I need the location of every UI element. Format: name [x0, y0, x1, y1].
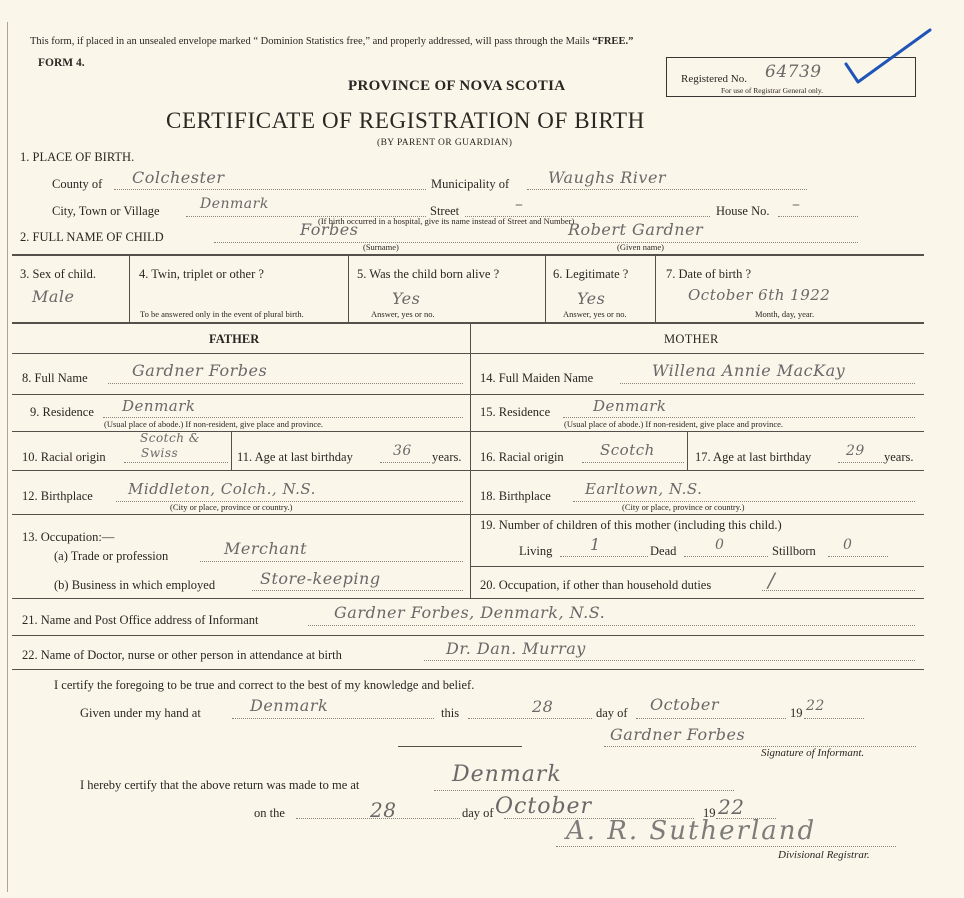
rule: [12, 635, 924, 636]
given-dayof-label: day of: [596, 706, 628, 720]
father-racial-line: [124, 462, 228, 463]
father-residence-note: (Usual place of abode.) If non-resident, give place and province.: [104, 419, 324, 429]
business-value: Store-keeping: [260, 569, 381, 588]
registrar-signature: A. R. Sutherland: [566, 816, 817, 846]
living-value: 1: [590, 535, 601, 554]
mother-name-label: 14. Full Maiden Name: [480, 371, 594, 385]
this-label: this: [441, 706, 460, 720]
informant-signature-caption: Signature of Informant.: [761, 747, 865, 759]
mother-occupation-label: 20. Occupation, if other than household duties: [480, 578, 712, 592]
given-year-prefix: 19: [790, 706, 803, 720]
business-label: (b) Business in which employed: [54, 578, 216, 592]
legitimate-note: Answer, yes or no.: [563, 309, 627, 319]
rule: [471, 566, 924, 567]
alive-label: 5. Was the child born alive ?: [357, 267, 500, 281]
registrar-onthe-label: on the: [254, 806, 285, 820]
child-surname-value: Forbes: [300, 220, 359, 239]
stillborn-line: [828, 556, 888, 557]
registrar-general-note: For use of Registrar General only.: [721, 86, 823, 95]
municipality-value: Waughs River: [548, 168, 667, 187]
rule-v: [231, 432, 232, 470]
father-age-unit: years.: [432, 450, 462, 464]
rule-v: [129, 256, 130, 322]
registrar-place-value: Denmark: [452, 762, 562, 787]
registrar-month-value: October: [495, 794, 593, 819]
house-line: [778, 216, 858, 217]
mother-birthplace-note: (City or place, province or country.): [622, 502, 745, 512]
city-value: Denmark: [200, 196, 269, 212]
alive-note: Answer, yes or no.: [371, 309, 435, 319]
mother-residence-note: (Usual place of abode.) If non-resident, give place and province.: [564, 419, 784, 429]
given-name-caption: (Given name): [617, 242, 664, 252]
hospital-note: (If birth occurred in a hospital, give its name instead of Street and Number): [318, 216, 575, 226]
father-racial-label: 10. Racial origin: [22, 450, 106, 464]
informant-label: 21. Name and Post Office address of Informant: [22, 613, 259, 627]
given-year-value: 22: [806, 698, 825, 714]
mother-age-label: 17. Age at last birthday: [695, 450, 812, 464]
registered-label: Registered No.: [681, 73, 747, 85]
mother-racial-label: 16. Racial origin: [480, 450, 564, 464]
form-number: FORM 4.: [38, 57, 85, 69]
informant-signature-line: [604, 746, 916, 747]
mother-occupation-line: [762, 590, 915, 591]
mother-heading: MOTHER: [664, 332, 719, 346]
mother-age-line: [838, 462, 884, 463]
doctor-label: 22. Name of Doctor, nurse or other person in attendance at birth: [22, 648, 342, 662]
sex-label: 3. Sex of child.: [20, 267, 97, 281]
father-residence-label: 9. Residence: [30, 405, 94, 419]
living-label: Living: [519, 544, 553, 558]
given-place-line: [232, 718, 434, 719]
rule-v: [687, 432, 688, 470]
father-name-value: Gardner Forbes: [132, 361, 268, 380]
rule-top-grid: [12, 254, 924, 256]
sex-value: Male: [32, 287, 75, 306]
child-given-value: Robert Gardner: [568, 220, 704, 239]
living-line: [560, 556, 648, 557]
father-name-line: [108, 383, 463, 384]
dead-label: Dead: [650, 544, 677, 558]
rule-v: [655, 256, 656, 322]
informant-line: [308, 625, 915, 626]
mother-residence-value: Denmark: [593, 397, 667, 415]
dob-value: October 6th 1922: [688, 286, 831, 304]
given-label: Given under my hand at: [80, 706, 201, 720]
trade-label: (a) Trade or profession: [54, 549, 169, 563]
registrar-place-line: [434, 790, 734, 791]
doctor-line: [424, 660, 915, 661]
surname-caption: (Surname): [363, 242, 399, 252]
father-birthplace-value: Middleton, Colch., N.S.: [128, 480, 316, 498]
county-value: Colchester: [132, 168, 225, 187]
children-count-label: 19. Number of children of this mother (including this child.): [480, 518, 782, 532]
doctor-value: Dr. Dan. Murray: [446, 639, 586, 658]
registrar-signature-line: [556, 846, 896, 847]
alive-value: Yes: [392, 289, 421, 308]
mother-birthplace-label: 18. Birthplace: [480, 489, 551, 503]
father-age-line: [380, 462, 430, 463]
mother-name-value: Willena Annie MacKay: [652, 361, 846, 380]
registrar-year-prefix: 19: [703, 806, 716, 820]
mother-occupation-value: /: [768, 568, 776, 592]
registrar-year-value: 22: [718, 795, 745, 819]
mother-name-line: [620, 383, 915, 384]
father-birthplace-label: 12. Birthplace: [22, 489, 93, 503]
mother-age-unit: years.: [884, 450, 914, 464]
county-label: County of: [52, 177, 103, 191]
registrar-caption: Divisional Registrar.: [778, 849, 870, 861]
mother-racial-line: [582, 462, 684, 463]
stillborn-label: Stillborn: [772, 544, 816, 558]
city-label: City, Town or Village: [52, 204, 160, 218]
given-place-value: Denmark: [250, 696, 329, 715]
certificate-title: CERTIFICATE OF REGISTRATION OF BIRTH: [166, 108, 645, 133]
dead-line: [684, 556, 768, 557]
father-racial-value-1: Scotch &: [140, 431, 200, 445]
dob-note: Month, day, year.: [755, 309, 815, 319]
municipality-line: [527, 189, 807, 190]
rule: [12, 669, 924, 670]
child-name-label: 2. FULL NAME OF CHILD: [20, 230, 164, 244]
given-year-line: [804, 718, 864, 719]
registered-number: 64739: [765, 62, 822, 82]
rule-v: [545, 256, 546, 322]
street-value: –: [515, 194, 524, 213]
check-mark-icon: [838, 26, 938, 90]
house-value: –: [792, 194, 801, 213]
dob-label: 7. Date of birth ?: [666, 267, 752, 281]
registrar-day-value: 28: [370, 798, 397, 822]
twin-note: To be answered only in the event of plural birth.: [140, 309, 304, 319]
rule-center: [470, 323, 471, 598]
legitimate-label: 6. Legitimate ?: [553, 267, 629, 281]
dead-value: 0: [715, 537, 725, 553]
rule: [12, 394, 924, 395]
rule: [12, 598, 924, 599]
mother-residence-line: [563, 417, 915, 418]
father-heading: FATHER: [209, 332, 260, 346]
child-name-line: [214, 242, 858, 243]
father-residence-value: Denmark: [122, 397, 196, 415]
business-line: [252, 590, 463, 591]
occupation-label: 13. Occupation:—: [22, 530, 115, 544]
trade-value: Merchant: [224, 539, 308, 558]
given-day-value: 28: [532, 697, 554, 716]
province-heading: PROVINCE OF NOVA SCOTIA: [348, 78, 566, 94]
mother-racial-value: Scotch: [600, 441, 655, 459]
rule: [12, 514, 924, 515]
given-day-line: [468, 718, 592, 719]
house-label: House No.: [716, 204, 770, 218]
given-month-line: [636, 718, 786, 719]
informant-value: Gardner Forbes, Denmark, N.S.: [334, 603, 606, 622]
father-name-label: 8. Full Name: [22, 371, 88, 385]
father-residence-line: [103, 417, 463, 418]
certificate-subtitle: (BY PARENT OR GUARDIAN): [377, 138, 513, 148]
place-of-birth-label: 1. PLACE OF BIRTH.: [20, 150, 135, 164]
county-line: [114, 189, 426, 190]
legitimate-value: Yes: [577, 289, 606, 308]
father-age-label: 11. Age at last birthday: [237, 450, 353, 464]
mother-birthplace-value: Earltown, N.S.: [585, 480, 703, 498]
rule-heading-bottom: [12, 353, 924, 354]
mother-age-value: 29: [846, 443, 865, 459]
registrar-dayof-label: day of: [462, 806, 494, 820]
rule-v: [348, 256, 349, 322]
mother-residence-label: 15. Residence: [480, 405, 551, 419]
trade-line: [200, 561, 463, 562]
twin-label: 4. Twin, triplet or other ?: [139, 267, 264, 281]
mail-notice: This form, if placed in an unsealed envelope marked “ Dominion Statistics free,” and properly addressed, will pass through the Mails “FREE.”: [30, 36, 634, 47]
street-label: Street: [430, 204, 460, 218]
registrar-statement: I hereby certify that the above return was made to me at: [80, 778, 360, 792]
given-month-value: October: [650, 695, 719, 714]
certification-statement: I certify the foregoing to be true and correct to the best of my knowledge and belief.: [54, 678, 475, 692]
father-racial-value-2: Swiss: [141, 446, 179, 460]
informant-signature: Gardner Forbes: [610, 725, 746, 744]
signature-short-rule: [398, 746, 522, 747]
father-birthplace-note: (City or place, province or country.): [170, 502, 293, 512]
father-age-value: 36: [393, 443, 412, 459]
stillborn-value: 0: [843, 537, 853, 553]
rule-grid-bottom: [12, 322, 924, 324]
page-edge-line: [7, 22, 8, 892]
rule: [12, 470, 924, 471]
municipality-label: Municipality of: [431, 177, 510, 191]
